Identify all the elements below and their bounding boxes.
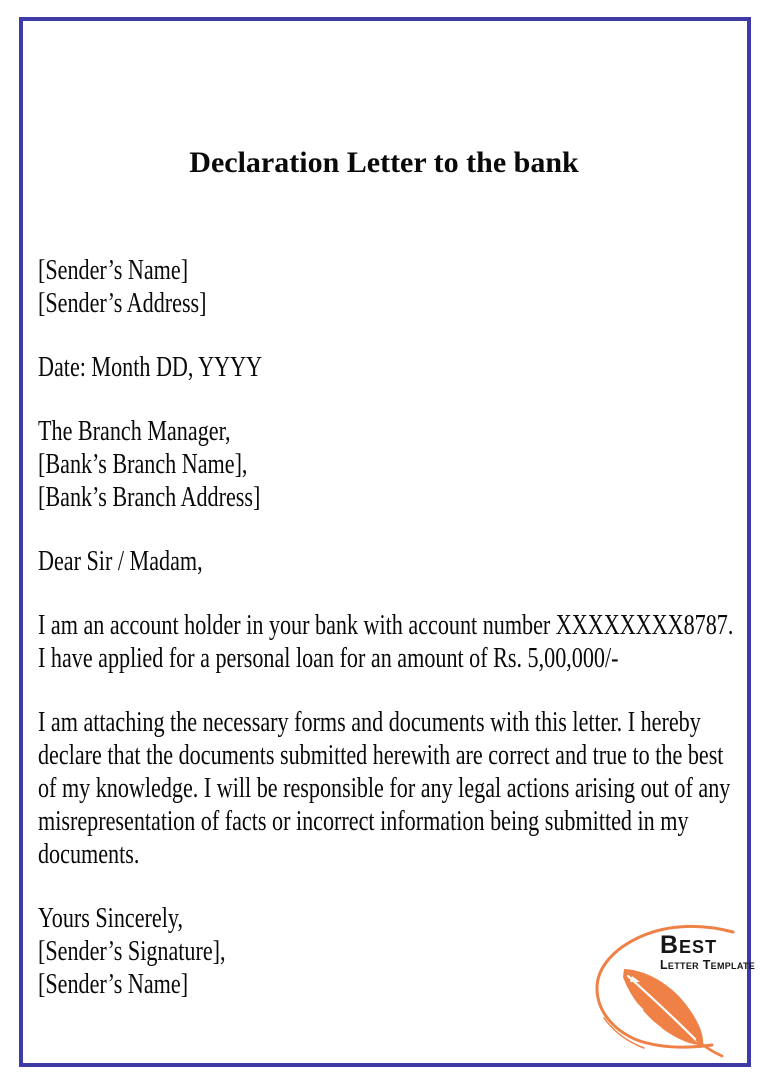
closing-signature-line: [Sender’s Signature], bbox=[38, 936, 226, 967]
sender-address-line: [Sender’s Address] bbox=[38, 288, 207, 319]
recipient-title-line: The Branch Manager, bbox=[38, 416, 231, 447]
paragraph-2-line-3: of my knowledge. I will be responsible for any legal actions arising out of any bbox=[38, 773, 731, 804]
sender-block bbox=[38, 254, 768, 320]
paragraph-2 bbox=[38, 706, 768, 871]
sender-name-line: [Sender’s Name] bbox=[38, 255, 189, 286]
paragraph-1-line-1: I am an account holder in your bank with account number XXXXXXXX8787. bbox=[38, 610, 734, 641]
paragraph-2-line-1: I am attaching the necessary forms and documents with this letter. I hereby bbox=[38, 707, 701, 738]
date-line: Date: Month DD, YYYY bbox=[38, 352, 263, 383]
recipient-branch-name-line: [Bank’s Branch Name], bbox=[38, 449, 248, 480]
salutation-block bbox=[38, 545, 768, 578]
logo-text bbox=[660, 932, 755, 972]
letter-title: Declaration Letter to the bank bbox=[189, 146, 579, 179]
paragraph-1-line-2: I have applied for a personal loan for an amount of Rs. 5,00,000/- bbox=[38, 643, 619, 674]
recipient-branch-address-line: [Bank’s Branch Address] bbox=[38, 482, 261, 513]
paragraph-1 bbox=[38, 609, 768, 675]
letter-body bbox=[38, 254, 768, 1032]
date-block bbox=[38, 351, 768, 384]
closing-sincerely-line: Yours Sincerely, bbox=[38, 903, 184, 934]
paragraph-2-line-4: misrepresentation of facts or incorrect information being submitted in my bbox=[38, 806, 689, 837]
salutation-line: Dear Sir / Madam, bbox=[38, 546, 203, 577]
logo-tagline: Letter Template bbox=[660, 958, 756, 972]
paragraph-2-line-2: declare that the documents submitted herewith are correct and true to the best bbox=[38, 740, 724, 771]
best-letter-template-logo bbox=[590, 920, 758, 1068]
recipient-block bbox=[38, 415, 768, 514]
paragraph-2-line-5: documents. bbox=[38, 839, 140, 870]
logo-brand-name: Best bbox=[660, 931, 718, 959]
closing-name-line: [Sender’s Name] bbox=[38, 969, 189, 1000]
